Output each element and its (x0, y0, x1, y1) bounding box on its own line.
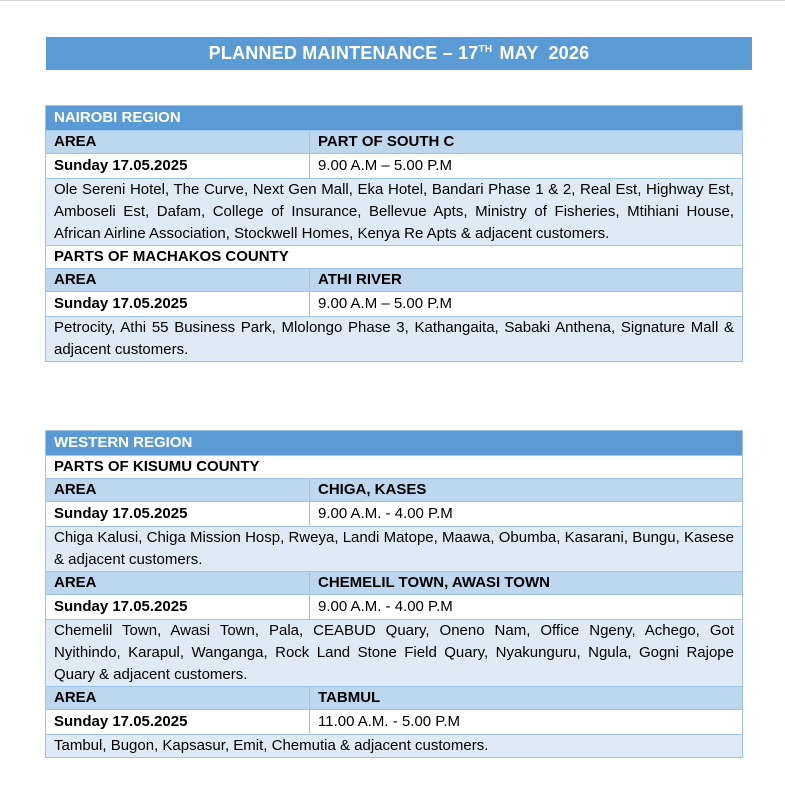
region-name: WESTERN REGION (46, 431, 743, 456)
region-name: NAIROBI REGION (46, 106, 743, 131)
western-region-table (45, 430, 743, 758)
county-name: PARTS OF KISUMU COUNTY (46, 456, 743, 479)
affected-areas-row (46, 179, 743, 246)
area-row (46, 687, 743, 710)
affected-areas: Chiga Kalusi, Chiga Mission Hosp, Rweya, Landi Matope, Maawa, Obumba, Kasarani, Bungu, Kasese & adjacent customers. (46, 527, 743, 572)
outage-time: 9.00 A.M – 5.00 P.M (310, 154, 743, 179)
outage-date: Sunday 17.05.2025 (46, 154, 310, 179)
date-row (46, 154, 743, 179)
outage-date: Sunday 17.05.2025 (46, 710, 310, 735)
nairobi-region-table (45, 105, 743, 362)
top-border (0, 0, 785, 1)
affected-areas: Tambul, Bugon, Kapsasur, Emit, Chemutia & adjacent customers. (46, 735, 743, 758)
area-name: PART OF SOUTH C (310, 131, 743, 154)
county-row (46, 456, 743, 479)
affected-areas-row (46, 735, 743, 758)
page-title (46, 37, 752, 70)
affected-areas: Ole Sereni Hotel, The Curve, Next Gen Mall, Eka Hotel, Bandari Phase 1 & 2, Real Est, Highway Est, Amboseli Est, Dafam, College of Insurance, Bellevue Apts, Ministry of Fisheries, Mtihiani House, African Airline Association, Stockwell Homes, Kenya Re Apts & adjacent customers. (46, 179, 743, 246)
date-row (46, 502, 743, 527)
title-text-post: MAY 2026 (494, 43, 590, 63)
county-row (46, 246, 743, 269)
date-row (46, 710, 743, 735)
title-superscript: TH (478, 44, 493, 55)
region-header-row (46, 431, 743, 456)
county-name: PARTS OF MACHAKOS COUNTY (46, 246, 743, 269)
area-label: AREA (46, 479, 310, 502)
area-label: AREA (46, 131, 310, 154)
outage-time: 9.00 A.M. - 4.00 P.M (310, 595, 743, 620)
title-text-pre: PLANNED MAINTENANCE – 17 (208, 43, 479, 63)
area-name: TABMUL (310, 687, 743, 710)
affected-areas: Petrocity, Athi 55 Business Park, Mlolongo Phase 3, Kathangaita, Sabaki Anthena, Signature Mall & adjacent customers. (46, 317, 743, 362)
outage-date: Sunday 17.05.2025 (46, 502, 310, 527)
outage-time: 9.00 A.M. - 4.00 P.M (310, 502, 743, 527)
area-name: CHIGA, KASES (310, 479, 743, 502)
affected-areas: Chemelil Town, Awasi Town, Pala, CEABUD Quary, Oneno Nam, Office Ngeny, Achego, Got Nyithindo, Karapul, Wanganga, Rock Land Stone Field Quary, Nyakunguru, Ngula, Gogni Rajope Quary & adjacent customers. (46, 620, 743, 687)
area-row (46, 269, 743, 292)
area-row (46, 572, 743, 595)
date-row (46, 595, 743, 620)
outage-time: 11.00 A.M. - 5.00 P.M (310, 710, 743, 735)
area-row (46, 479, 743, 502)
affected-areas-row (46, 527, 743, 572)
outage-date: Sunday 17.05.2025 (46, 292, 310, 317)
area-name: CHEMELIL TOWN, AWASI TOWN (310, 572, 743, 595)
area-label: AREA (46, 269, 310, 292)
outage-time: 9.00 A.M – 5.00 P.M (310, 292, 743, 317)
affected-areas-row (46, 620, 743, 687)
date-row (46, 292, 743, 317)
area-name: ATHI RIVER (310, 269, 743, 292)
affected-areas-row (46, 317, 743, 362)
area-row (46, 131, 743, 154)
region-header-row (46, 106, 743, 131)
area-label: AREA (46, 687, 310, 710)
area-label: AREA (46, 572, 310, 595)
outage-date: Sunday 17.05.2025 (46, 595, 310, 620)
